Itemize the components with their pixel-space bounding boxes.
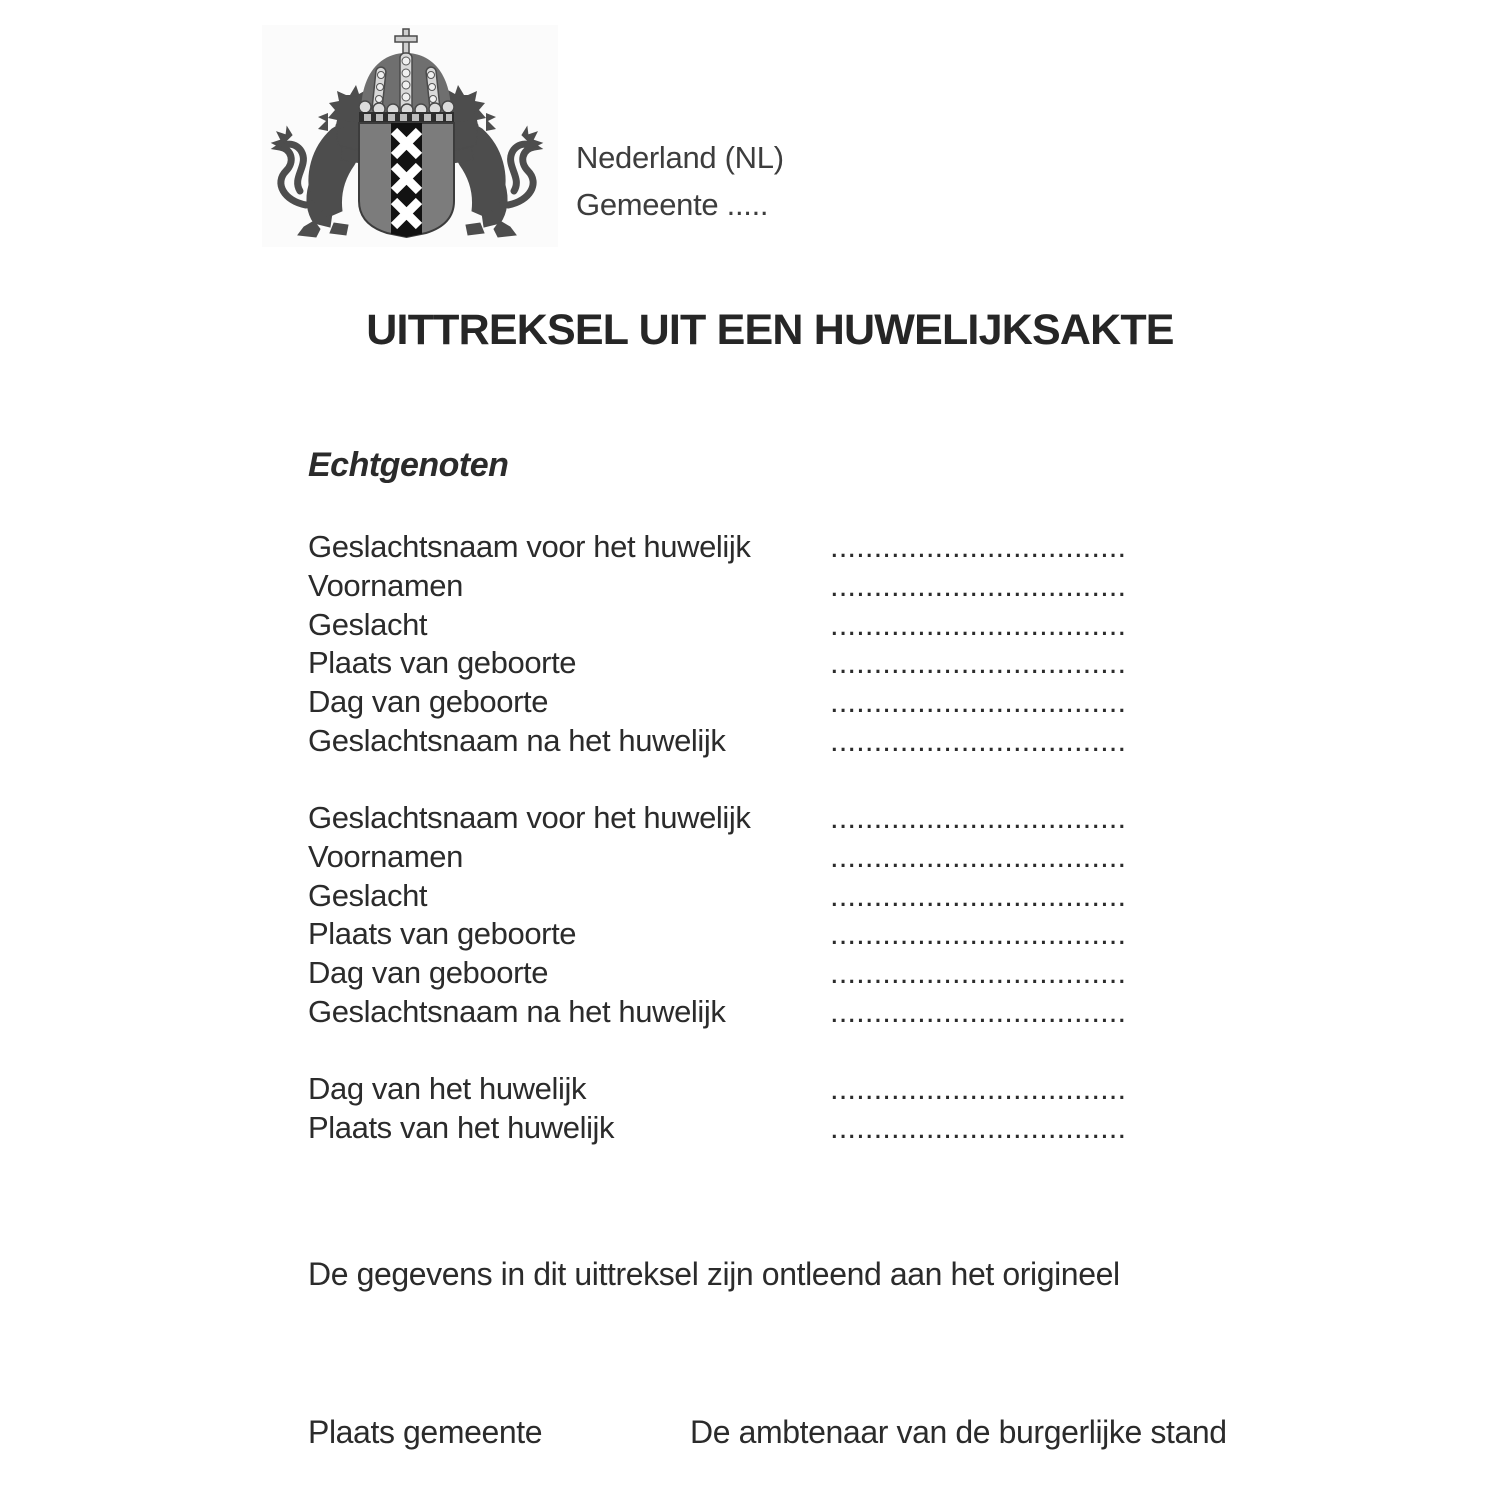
footer-place-label: Plaats gemeente <box>308 1414 543 1450</box>
field-label: Plaats van geboorte <box>308 645 577 681</box>
dotted-fill-line: .................................. <box>830 684 1127 720</box>
form-field-row <box>308 955 1208 994</box>
form-field-row <box>308 645 1208 684</box>
footer-official-label: De ambtenaar van de burgerlijke stand <box>690 1414 1227 1450</box>
shield-icon <box>359 121 454 239</box>
marriage-fields <box>308 1071 1208 1149</box>
field-label: Geslachtsnaam voor het huwelijk <box>308 529 751 564</box>
form-field-row <box>308 723 1208 762</box>
form-field-row <box>308 529 1208 568</box>
field-label: Plaats van het huwelijk <box>308 1109 615 1145</box>
dotted-fill-line: .................................. <box>830 877 1127 913</box>
dotted-fill-line: .................................. <box>830 993 1127 1029</box>
dotted-fill-line: .................................. <box>830 1071 1127 1106</box>
form-field-row <box>308 568 1208 607</box>
form-field-row <box>308 839 1208 878</box>
dotted-fill-line: .................................. <box>830 1109 1127 1145</box>
field-label: Geslachtsnaam voor het huwelijk <box>308 800 751 835</box>
field-label: Geslachtsnaam na het huwelijk <box>308 993 726 1029</box>
dotted-fill-line: .................................. <box>830 529 1127 564</box>
form-field-row <box>308 607 1208 646</box>
dotted-fill-line: .................................. <box>830 606 1127 642</box>
country-line: Nederland (NL) <box>576 140 784 175</box>
field-label: Geslacht <box>308 877 428 913</box>
dotted-fill-line: .................................. <box>830 645 1127 681</box>
field-label: Dag van het huwelijk <box>308 1071 587 1106</box>
field-label: Plaats van geboorte <box>308 916 577 952</box>
municipality-line: Gemeente ..... <box>576 187 769 222</box>
field-label: Dag van geboorte <box>308 955 549 991</box>
field-label: Voornamen <box>308 838 463 874</box>
form-field-row <box>308 684 1208 723</box>
field-label: Dag van geboorte <box>308 684 549 720</box>
spouse-1-fields <box>308 529 1208 762</box>
dotted-fill-line: .................................. <box>830 955 1127 991</box>
spouse-2-fields <box>308 800 1208 1033</box>
field-label: Geslachtsnaam na het huwelijk <box>308 722 726 758</box>
dotted-fill-line: .................................. <box>830 800 1127 835</box>
crown-icon <box>359 29 454 123</box>
dotted-fill-line: .................................. <box>830 722 1127 758</box>
form-field-row <box>308 1071 1208 1110</box>
dotted-fill-line: .................................. <box>830 838 1127 874</box>
dotted-fill-line: .................................. <box>830 916 1127 952</box>
form-field-row <box>308 800 1208 839</box>
dotted-fill-line: .................................. <box>830 567 1127 603</box>
coat-of-arms-graphic <box>262 25 558 247</box>
form-field-row <box>308 916 1208 955</box>
document-title: UITTREKSEL UIT EEN HUWELIJKSAKTE <box>366 306 1174 354</box>
origin-note: De gegevens in dit uittreksel zijn ontleend aan het origineel <box>308 1256 1120 1292</box>
form-field-row <box>308 878 1208 917</box>
field-label: Voornamen <box>308 567 463 603</box>
form-field-row <box>308 1110 1208 1149</box>
section-heading-echtgenoten: Echtgenoten <box>308 446 509 484</box>
document-header-text <box>576 134 784 228</box>
form-field-row <box>308 994 1208 1033</box>
amsterdam-coat-of-arms <box>262 25 558 247</box>
field-label: Geslacht <box>308 606 428 642</box>
